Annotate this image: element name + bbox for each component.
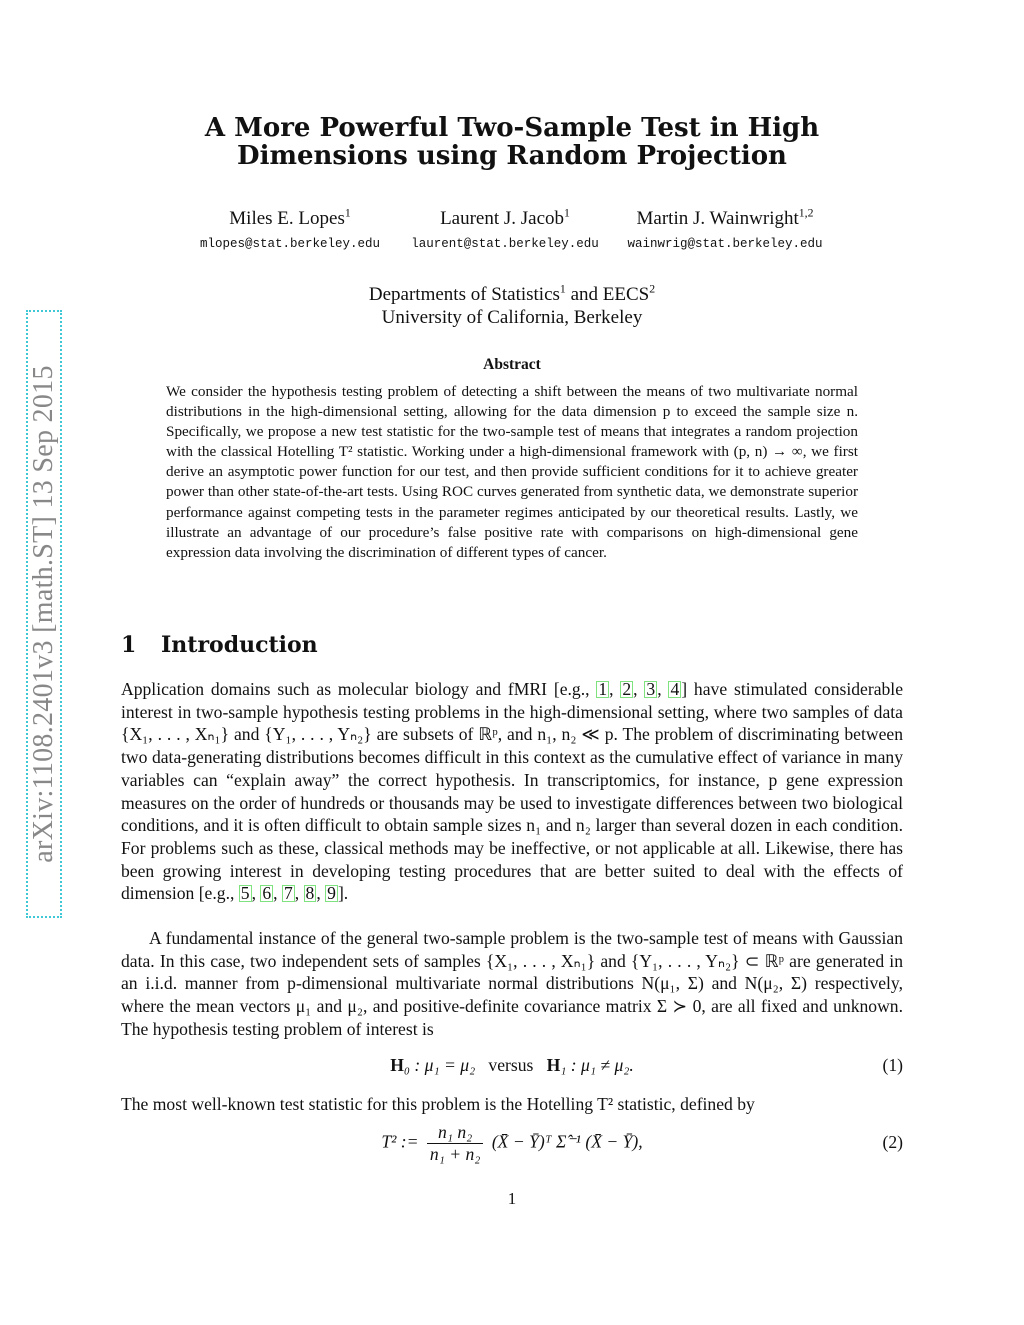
eq1-h1-symbol: H bbox=[546, 1055, 561, 1075]
abstract-heading: Abstract bbox=[483, 356, 541, 373]
affiliation-dept-eecs: and EECS bbox=[565, 284, 650, 305]
equation-2-body bbox=[121, 1122, 903, 1165]
equation-1-number: (1) bbox=[882, 1055, 903, 1075]
para1-text-a: Application domains such as molecular biology and fMRI [e.g., bbox=[121, 679, 597, 699]
affiliation-line-1 bbox=[0, 283, 1024, 306]
citation-link[interactable]: 1 bbox=[598, 679, 608, 699]
affiliation-sup-2: 2 bbox=[649, 282, 656, 296]
page-number: 1 bbox=[507, 1189, 517, 1208]
arxiv-stamp-text: arXiv:1108.2401v3 [math.ST] 13 Sep 2015 bbox=[28, 365, 60, 863]
author-2-name: Laurent J. Jacob bbox=[440, 208, 565, 229]
eq2-fraction bbox=[427, 1122, 484, 1165]
citation-link[interactable]: 8 bbox=[305, 883, 315, 904]
citation-link[interactable]: 3 bbox=[646, 679, 656, 699]
eq1-versus: versus bbox=[488, 1055, 534, 1075]
citation-link[interactable]: 5 bbox=[240, 883, 250, 904]
arxiv-stamp bbox=[26, 310, 62, 918]
intro-paragraph-3: The most well-known test statistic for this problem is the Hotelling T² statistic, defined by bbox=[121, 1094, 755, 1114]
section-heading bbox=[121, 632, 318, 658]
equation-1-body bbox=[121, 1055, 903, 1076]
citation-link[interactable]: 2 bbox=[622, 679, 632, 699]
author-3 bbox=[617, 208, 833, 251]
affiliation-sup-1: 1 bbox=[559, 282, 566, 296]
eq2-rhs: (X̄ − Ȳ)ᵀ Σ̂⁻¹ (X̄ − Ȳ), bbox=[491, 1131, 643, 1152]
para1-text-c: ]. bbox=[337, 883, 349, 904]
affiliation-dept-stats: Departments of Statistics bbox=[368, 284, 560, 305]
author-3-email[interactable]: wainwrig@stat.berkeley.edu bbox=[627, 237, 823, 251]
eq2-lhs: T² := bbox=[381, 1131, 419, 1152]
equation-1 bbox=[121, 1055, 903, 1079]
title-line-2: Dimensions using Random Projection bbox=[237, 141, 787, 171]
eq1-h1-expr: ₁ : μ₁ ≠ μ₂. bbox=[560, 1055, 634, 1075]
author-1-name: Miles E. Lopes bbox=[229, 208, 345, 229]
author-1-email[interactable]: mlopes@stat.berkeley.edu bbox=[199, 237, 381, 251]
author-1 bbox=[190, 208, 390, 251]
affiliation-line-2: University of California, Berkeley bbox=[381, 307, 643, 328]
author-3-name: Martin J. Wainwright bbox=[636, 208, 799, 229]
intro-paragraph-1: Application domains such as molecular biology and fMRI [e.g., 1 , 2 , 3 , 4 ] have stimulated considerable interest in two-sample hypothesis testing problems in the high-dimensional setting, where two samples of data {X₁, . . . , Xₙ₁} and {Y₁, . . . , Yₙ₂} are subsets of ℝᵖ, and n₁, n₂ ≪ p. The problem of discriminating between two data-generating distributions becomes difficult in this context as the cumulative effect of variance in many variables can “explain away” the correct hypothesis. In transcriptomics, for instance, p gene expression measures on the order of hundreds or thousands may be used to investigate differences between two biological conditions, and it is often difficult to obtain sample sizes n₁ and n₂ larger than several dozen in each condition. For problems such as these, classical methods may be ineffective, or not applicable at all. Likewise, there has been growing interest in developing testing procedures that are better suited to deal with the effects of dimension [e.g., 5 , 6 , 7 , 8 , 9 ]. bbox=[121, 679, 904, 904]
citation-link[interactable]: 6 bbox=[262, 883, 272, 904]
eq1-h0-symbol: H bbox=[390, 1055, 404, 1075]
section-number: 1 bbox=[121, 632, 137, 658]
citation-link[interactable]: 4 bbox=[670, 679, 680, 699]
eq2-denominator: n₁ + n₂ bbox=[429, 1144, 481, 1164]
para1-text-b: ] have stimulated considerable interest in two-sample hypothesis testing problems in the high-dimensional setting, where two samples of data {X₁, . . . , Xₙ₁} and {Y₁, . . . , Yₙ₂} are subsets of ℝᵖ, and n₁, n₂ ≪ p. The problem of discriminating between two data-generating distributions becomes difficult in this context as the cumulative effect of variance in many variables can “explain away” the correct hypothesis. In transcriptomics, for instance, p gene expression measures on the order of hundreds or thousands may be used to investigate differences between two biological conditions, and it is often difficult to obtain sample sizes n₁ and n₂ larger than several dozen in each condition. For problems such as these, classical methods may be ineffective, or not applicable at all. Likewise, there has been growing interest in developing testing procedures that are better suited to deal with the effects of dimension [e.g., bbox=[121, 679, 904, 904]
abstract-text: We consider the hypothesis testing problem of detecting a shift between the means of two multivariate normal distributions in the high-dimensional setting, allowing for the data dimension p to exceed the sample size n. Specifically, we propose a new test statistic for the two-sample test of means that integrates a random projection with the classical Hotelling T² statistic. Working under a high-dimensional framework with (p, n) → ∞, we first derive an asymptotic power function for our test, and then provide sufficient conditions for it to achieve greater power than other state-of-the-art tests. Using ROC curves generated from synthetic data, we demonstrate superior performance against competing tests in the parameter regimes anticipated by our theoretical results. Lastly, we illustrate an advantage of our procedure’s false positive rate with comparisons on high-dimensional gene expression data involving the discrimination of different types of cancer. bbox=[166, 383, 858, 561]
author-2 bbox=[402, 208, 608, 251]
eq1-h0-expr: ₀ : μ₁ = μ₂ bbox=[403, 1055, 476, 1075]
author-2-sup: 1 bbox=[564, 206, 570, 220]
author-1-sup: 1 bbox=[344, 206, 351, 220]
eq2-numerator: n₁ n₂ bbox=[427, 1122, 484, 1144]
citation-link[interactable]: 9 bbox=[327, 883, 336, 904]
citation-link[interactable]: 7 bbox=[283, 883, 293, 904]
equation-2-number: (2) bbox=[882, 1132, 903, 1152]
author-2-email[interactable]: laurent@stat.berkeley.edu bbox=[411, 237, 599, 251]
title-line-1: A More Powerful Two-Sample Test in High bbox=[204, 113, 820, 143]
intro-paragraph-2: A fundamental instance of the general two-sample problem is the two-sample test of means with Gaussian data. In this case, two independent sets of samples {X₁, . . . , Xₙ₁} and {Y₁, . . . , Yₙ₂} ⊂ ℝᵖ are generated in an i.i.d. manner from p-dimensional multivariate normal distributions N(μ₁, Σ) and N(μ₂, Σ) respectively, where the mean vectors μ₁ and μ₂, and positive-definite covariance matrix Σ ≻ 0, are all fixed and unknown. The hypothesis testing problem of interest is bbox=[121, 928, 903, 1039]
affiliation bbox=[0, 283, 1024, 329]
equation-2 bbox=[121, 1122, 903, 1166]
author-3-sup: 1,2 bbox=[798, 206, 814, 220]
paper-title bbox=[150, 114, 874, 170]
section-title: Introduction bbox=[161, 632, 318, 658]
